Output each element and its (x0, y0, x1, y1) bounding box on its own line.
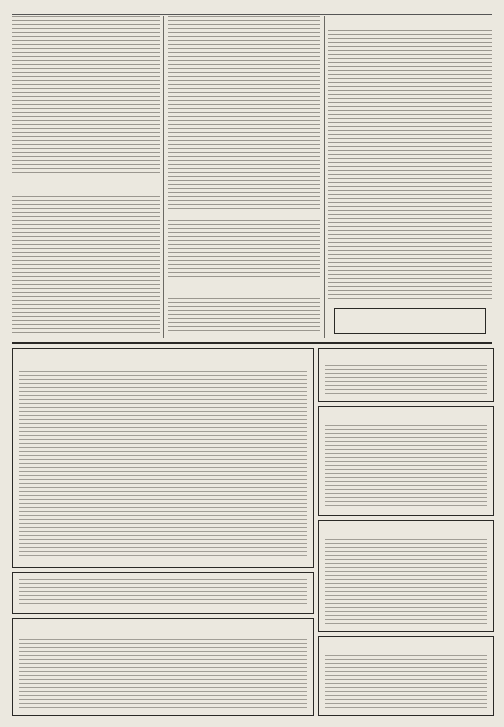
news-column-2 (168, 16, 320, 338)
column-2-body-lower (168, 298, 320, 334)
news-column-1 (12, 16, 160, 338)
society-announcement (318, 348, 494, 402)
column-1-body-lower (12, 196, 160, 334)
column-3-boxed-notice (334, 308, 486, 334)
exhibition-advertisements (12, 618, 314, 716)
section-divider (12, 342, 492, 344)
column-3-body (328, 30, 492, 302)
institute-announcement (318, 636, 494, 716)
page-header (12, 4, 492, 15)
committee-ad-body (325, 425, 487, 509)
bank-signature-body (19, 579, 307, 607)
news-column-3 (328, 16, 492, 338)
committee-announcement (318, 406, 494, 516)
column-1-body-upper (12, 16, 160, 176)
column-2-body-middle (168, 220, 320, 280)
exhibition-ad-body (19, 639, 307, 709)
institute-ad-body (325, 655, 487, 709)
column-2-body-upper (168, 16, 320, 212)
pension-ad-body (325, 539, 487, 625)
bank-announcement (12, 348, 314, 568)
pension-announcement (318, 520, 494, 632)
column-divider (324, 16, 325, 338)
bank-signature-block (12, 572, 314, 614)
column-divider (163, 16, 164, 338)
bank-ad-body (19, 371, 307, 559)
society-ad-body (325, 365, 487, 395)
